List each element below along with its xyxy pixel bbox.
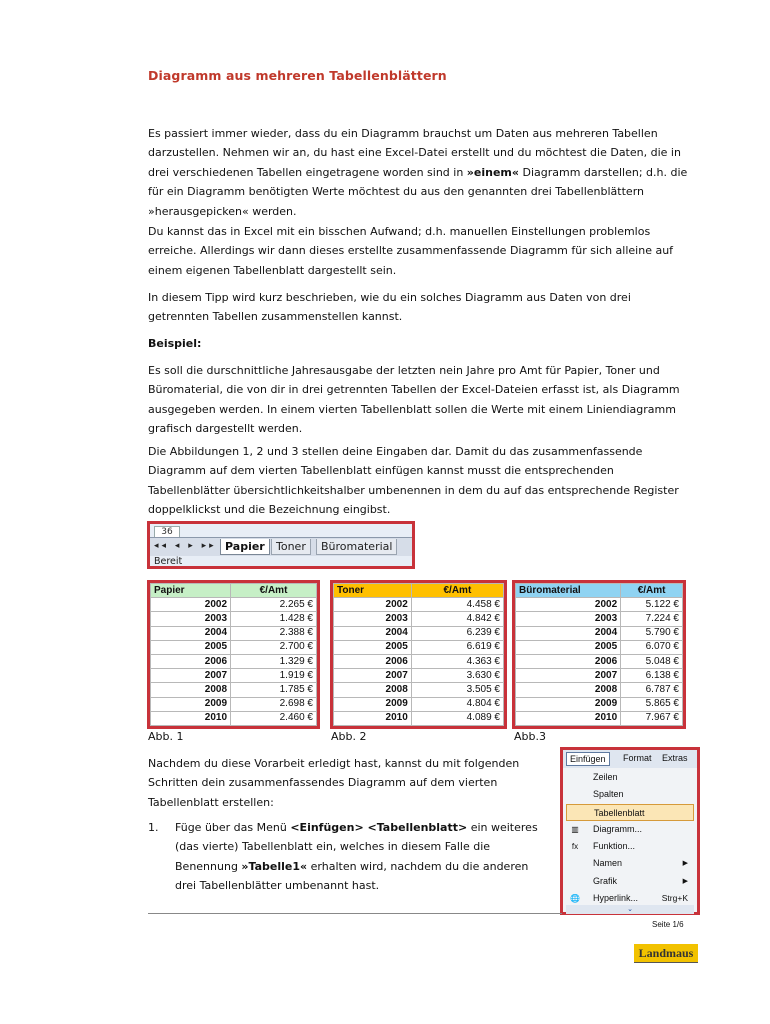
- table-row: [516, 711, 683, 725]
- table-row: [516, 598, 683, 612]
- columns-icon: [569, 790, 581, 800]
- step-text: erhalten wird, nachdem du die anderen drei Tabellenblätter umbenannt hast.: [175, 859, 529, 893]
- table-row: [516, 612, 683, 626]
- step-1-text: [175, 818, 550, 896]
- year-cell[interactable]: 2006: [516, 654, 621, 668]
- table-header-unit: €/Amt: [621, 584, 683, 598]
- example-paragraph: Es soll die durschnittliche Jahresausgabe der letzten nein Jahre pro Amt für Papier, Toner und Büromaterial, die von dir in drei getrennten Tabellen der Excel-Dateien erfasst ist, als Diagramm ausgegeben werden. In einem vierten Tabellenblatt sollen die Werte mit einem Liniendiagramm grafisch dargestellt werden.: [148, 364, 680, 436]
- submenu-arrow-icon: ▶: [682, 877, 688, 885]
- step-menu-path: <Einfügen> <Tabellenblatt>: [290, 821, 468, 834]
- amount-cell[interactable]: 2.388 €: [231, 626, 317, 640]
- table-papier: [147, 580, 320, 729]
- menu-item-diagramm[interactable]: [566, 821, 694, 838]
- sheet-icon: [570, 809, 582, 819]
- table-row: [516, 683, 683, 697]
- names-icon: [569, 859, 581, 869]
- amount-cell[interactable]: 4.089 €: [411, 711, 503, 725]
- table-row: [334, 654, 504, 668]
- status-bar-text: Bereit: [154, 556, 183, 567]
- table-row: [334, 711, 504, 725]
- landmaus-logo: Landmaus: [634, 944, 698, 963]
- row-number: 36: [154, 526, 180, 538]
- table-row: [516, 626, 683, 640]
- table-row: [334, 640, 504, 654]
- intro-paragraph-1: [148, 124, 688, 221]
- page-number: Seite 1/6: [652, 920, 684, 929]
- menu-item-spalten[interactable]: [566, 786, 694, 803]
- intro-text: Es passiert immer wieder, dass du ein Diagramm brauchst um Daten aus mehreren Tabellen darzustellen. Nehmen wir an, du hast eine Excel-Datei erstellt und du möchtest die Daten, die in drei verschiedenen Tabellen eingetragene worden sind in: [148, 127, 681, 179]
- amount-cell[interactable]: 6.239 €: [411, 626, 503, 640]
- menu-extras[interactable]: Extras: [662, 753, 688, 763]
- footer-divider: [148, 913, 562, 914]
- function-icon: fx: [571, 842, 579, 852]
- year-cell[interactable]: 2002: [516, 598, 621, 612]
- menu-items: [566, 769, 694, 907]
- table-row: [334, 683, 504, 697]
- amount-cell[interactable]: 5.790 €: [621, 626, 683, 640]
- amount-cell[interactable]: 7.967 €: [621, 711, 683, 725]
- menu-item-funktion[interactable]: [566, 838, 694, 855]
- menu-item-label: Diagramm...: [593, 823, 643, 834]
- year-cell[interactable]: 2005: [334, 640, 412, 654]
- year-cell[interactable]: 2009: [334, 697, 412, 711]
- menu-item-label: Grafik: [593, 875, 618, 886]
- year-cell[interactable]: 2007: [516, 669, 621, 683]
- table-bueromaterial: [512, 580, 686, 729]
- menu-einfuegen[interactable]: Einfügen: [566, 752, 610, 766]
- amount-cell[interactable]: 4.458 €: [411, 598, 503, 612]
- menu-item-grafik[interactable]: [566, 873, 694, 890]
- amount-cell[interactable]: 3.630 €: [411, 669, 503, 683]
- menu-item-label: Namen: [593, 858, 623, 869]
- tab-toner[interactable]: Toner: [271, 539, 311, 555]
- table-row: [334, 626, 504, 640]
- year-cell[interactable]: 2010: [151, 711, 231, 725]
- submenu-arrow-icon: ▶: [682, 860, 688, 868]
- table-header-name: Büromaterial: [516, 584, 621, 598]
- intro-paragraph-2: Du kannst das in Excel mit ein bisschen Aufwand; d.h. manuellen Einstellungen problemlos erreiche. Allerdings wir dann dieses erstellte zusammenfassende Diagramm für sich alleine auf einem eigenen Tabellenblatt dargestellt sein.: [148, 225, 674, 277]
- table-row: [151, 654, 317, 668]
- table-header-name: Toner: [334, 584, 412, 598]
- year-cell[interactable]: 2002: [151, 598, 231, 612]
- year-cell[interactable]: 2003: [334, 612, 412, 626]
- page-title: Diagramm aus mehreren Tabellenblättern: [148, 68, 447, 83]
- figures-paragraph: Die Abbildungen 1, 2 und 3 stellen deine Eingaben dar. Damit du das zusammenfassende Diagramm auf dem vierten Tabellenblatt einfügen kannst musst die entsprechenden Tabellenblätter übersichtlichkeitshalber umbenennen in dem du auf das entsprechende Register doppelklickst und die Bezeichnung eingibst.: [148, 445, 679, 517]
- amount-cell[interactable]: 2.460 €: [231, 711, 317, 725]
- year-cell[interactable]: 2010: [334, 711, 412, 725]
- step-sheet-name: »Tabelle1«: [241, 859, 308, 873]
- menu-item-namen[interactable]: [566, 855, 694, 872]
- year-cell[interactable]: 2003: [516, 612, 621, 626]
- tab-bueromaterial[interactable]: Büromaterial: [316, 539, 397, 555]
- amount-cell[interactable]: 1.785 €: [231, 683, 317, 697]
- amount-cell[interactable]: 5.122 €: [621, 598, 683, 612]
- table-header-name: Papier: [151, 584, 231, 598]
- table-toner: [330, 580, 507, 729]
- table-row: [151, 669, 317, 683]
- amount-cell[interactable]: 4.842 €: [411, 612, 503, 626]
- year-cell[interactable]: 2009: [151, 697, 231, 711]
- year-cell[interactable]: 2005: [151, 640, 231, 654]
- year-cell[interactable]: 2008: [334, 683, 412, 697]
- chart-icon: ▥: [571, 824, 579, 834]
- amount-cell[interactable]: 5.048 €: [621, 654, 683, 668]
- table-row: [516, 640, 683, 654]
- table-header-unit: €/Amt: [411, 584, 503, 598]
- sheet-tabs-screenshot: [147, 521, 415, 569]
- year-cell[interactable]: 2006: [151, 654, 231, 668]
- expand-menu-icon[interactable]: ⌄: [566, 905, 694, 914]
- table-row: [334, 669, 504, 683]
- year-cell[interactable]: 2010: [516, 711, 621, 725]
- table-row: [151, 626, 317, 640]
- caption-abb3: Abb.3: [514, 730, 546, 743]
- intro-paragraph-3: In diesem Tipp wird kurz beschrieben, wie du ein solches Diagramm aus Daten von drei getrennten Tabellen zusammenstellen kannst.: [148, 291, 631, 324]
- menu-bar: [563, 750, 697, 768]
- sheet-tab-bar: [150, 537, 412, 556]
- amount-cell[interactable]: 5.865 €: [621, 697, 683, 711]
- table-row: [151, 640, 317, 654]
- year-cell[interactable]: 2002: [334, 598, 412, 612]
- amount-cell[interactable]: 6.070 €: [621, 640, 683, 654]
- menu-format[interactable]: Format: [623, 753, 652, 763]
- menu-item-tabellenblatt[interactable]: [566, 804, 694, 821]
- caption-abb2: Abb. 2: [331, 730, 367, 743]
- caption-abb1: Abb. 1: [148, 730, 184, 743]
- intro-emphasis: »einem«: [466, 165, 519, 179]
- insert-menu-screenshot: [560, 747, 700, 915]
- table-row: [516, 697, 683, 711]
- table-row: [334, 697, 504, 711]
- step-text: Füge über das Menü: [175, 821, 291, 834]
- amount-cell[interactable]: 4.363 €: [411, 654, 503, 668]
- tab-navigation-icon[interactable]: ◂◂ ◂ ▸ ▸▸: [154, 541, 217, 551]
- amount-cell[interactable]: 1.919 €: [231, 669, 317, 683]
- year-cell[interactable]: 2004: [334, 626, 412, 640]
- year-cell[interactable]: 2005: [516, 640, 621, 654]
- menu-item-label: Hyperlink...: [593, 893, 639, 904]
- table-row: [334, 598, 504, 612]
- amount-cell[interactable]: 2.700 €: [231, 640, 317, 654]
- hyperlink-icon: 🌐: [570, 894, 580, 904]
- amount-cell[interactable]: 6.787 €: [621, 683, 683, 697]
- menu-item-label: Spalten: [593, 789, 624, 800]
- year-cell[interactable]: 2008: [151, 683, 231, 697]
- table-row: [151, 697, 317, 711]
- amount-cell[interactable]: 2.698 €: [231, 697, 317, 711]
- tab-papier[interactable]: Papier: [220, 539, 270, 555]
- amount-cell[interactable]: 6.138 €: [621, 669, 683, 683]
- table-row: [334, 612, 504, 626]
- year-cell[interactable]: 2007: [334, 669, 412, 683]
- amount-cell[interactable]: 6.619 €: [411, 640, 503, 654]
- table-header-unit: €/Amt: [231, 584, 317, 598]
- table-row: [151, 683, 317, 697]
- amount-cell[interactable]: 4.804 €: [411, 697, 503, 711]
- year-cell[interactable]: 2003: [151, 612, 231, 626]
- step-text: ein weiteres (das vierte) Tabellenblatt ein, welches in diesem Falle die Benennung: [175, 821, 538, 873]
- table-row: [151, 612, 317, 626]
- menu-item-label: Tabellenblatt: [594, 807, 645, 818]
- amount-cell[interactable]: 7.224 €: [621, 612, 683, 626]
- amount-cell[interactable]: 1.428 €: [231, 612, 317, 626]
- example-heading: Beispiel:: [148, 337, 202, 350]
- year-cell[interactable]: 2004: [516, 626, 621, 640]
- picture-icon: [569, 877, 581, 887]
- table-row: [516, 654, 683, 668]
- amount-cell[interactable]: 2.265 €: [231, 598, 317, 612]
- amount-cell[interactable]: 3.505 €: [411, 683, 503, 697]
- step-number: 1.: [148, 821, 159, 834]
- rows-icon: [569, 773, 581, 783]
- year-cell[interactable]: 2008: [516, 683, 621, 697]
- menu-item-label: Funktion...: [593, 841, 636, 852]
- table-row: [516, 669, 683, 683]
- menu-item-zeilen[interactable]: [566, 769, 694, 786]
- year-cell[interactable]: 2009: [516, 697, 621, 711]
- year-cell[interactable]: 2004: [151, 626, 231, 640]
- table-row: [151, 711, 317, 725]
- menu-item-label: Zeilen: [593, 772, 618, 782]
- table-row: [151, 598, 317, 612]
- intro-text: Diagramm darstellen; d.h. die für ein Diagramm benötigten Werte möchtest du aus den genannten drei Tabellenblättern »herausgepicken« werden.: [148, 165, 688, 218]
- year-cell[interactable]: 2006: [334, 654, 412, 668]
- steps-intro: Nachdem du diese Vorarbeit erledigt hast, kannst du mit folgenden Schritten dein zusammenfassendes Diagramm auf dem vierten Tabellenblatt erstellen:: [148, 757, 520, 809]
- year-cell[interactable]: 2007: [151, 669, 231, 683]
- shortcut-label: Strg+K: [661, 893, 688, 904]
- amount-cell[interactable]: 1.329 €: [231, 654, 317, 668]
